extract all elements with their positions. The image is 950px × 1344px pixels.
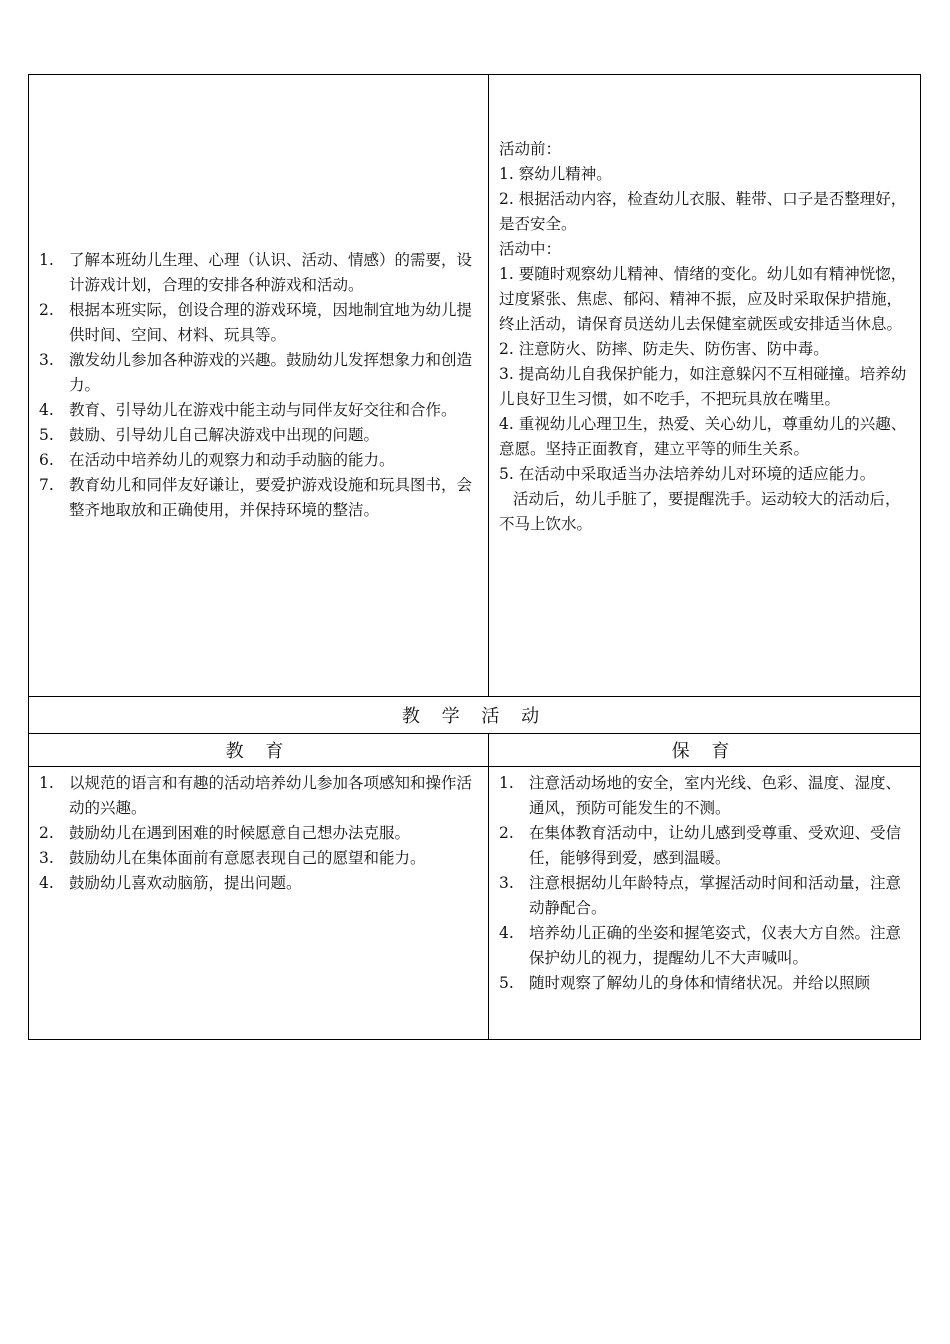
game-education-list (37, 248, 480, 523)
list-item: 7. 教育幼儿和同伴友好谦让，要爱护游戏设施和玩具图书，会整齐地取放和正确使用，并保持环境的整洁。 (39, 476, 473, 519)
education-heading: 教 育 (29, 734, 489, 767)
list-item: 5. 随时观察了解幼儿的身体和情绪状况。并给以照顾 (499, 974, 871, 992)
during-item: 5. 在活动中采取适当办法培养幼儿对环境的适应能力。 (499, 465, 876, 483)
list-item: 4. 培养幼儿正确的坐姿和握笔姿式，仪表大方自然。注意保护幼儿的视力，提醒幼儿不大声喊叫。 (499, 924, 902, 967)
game-care-cell (489, 75, 921, 697)
after-activity-text: 活动后，幼儿手脏了，要提醒洗手。运动较大的活动后，不马上饮水。 (499, 490, 901, 533)
education-list (37, 771, 480, 896)
during-item: 1. 要随时观察幼儿精神、情绪的变化。幼儿如有精神恍惚，过度紧张、焦虑、郁闷、精神不振，应及时采取保护措施，终止活动，请保育员送幼儿去保健室就医或安排适当休息。 (499, 265, 907, 333)
care-list (497, 771, 912, 996)
teaching-activity-heading: 教 学 活 动 (29, 697, 921, 734)
activity-plan-table (28, 74, 921, 1040)
care-heading: 保 育 (489, 734, 921, 767)
list-item: 3. 鼓励幼儿在集体面前有意愿表现自己的愿望和能力。 (39, 849, 426, 867)
before-item: 1. 察幼儿精神。 (499, 165, 612, 183)
during-item: 2. 注意防火、防摔、防走失、防伤害、防中毒。 (499, 340, 829, 358)
list-item: 4. 教育、引导幼儿在游戏中能主动与同伴友好交往和合作。 (39, 401, 457, 419)
before-activity-title: 活动前： (499, 140, 562, 158)
list-item: 2. 鼓励幼儿在遇到困难的时候愿意自己想办法克服。 (39, 824, 411, 842)
list-item: 1. 注意活动场地的安全，室内光线、色彩、温度、湿度、通风，预防可能发生的不测。 (499, 774, 902, 817)
game-activity-row (29, 75, 921, 697)
list-item: 3. 注意根据幼儿年龄特点，掌握活动时间和活动量，注意动静配合。 (499, 874, 902, 917)
education-cell (29, 767, 489, 1040)
list-item: 3. 激发幼儿参加各种游戏的兴趣。鼓励幼儿发挥想象力和创造力。 (39, 351, 473, 394)
section-heading-row (29, 697, 921, 734)
list-item: 5. 鼓励、引导幼儿自己解决游戏中出现的问题。 (39, 426, 380, 444)
during-item: 4. 重视幼儿心理卫生，热爱、关心幼儿，尊重幼儿的兴趣、意愿。坚持正面教育，建立平等的师生关系。 (499, 415, 907, 458)
list-item: 2. 在集体教育活动中，让幼儿感到受尊重、受欢迎、受信任，能够得到爱，感到温暖。 (499, 824, 902, 867)
list-item: 6. 在活动中培养幼儿的观察力和动手动脑的能力。 (39, 451, 395, 469)
sub-heading-row (29, 734, 921, 767)
during-item: 3. 提高幼儿自我保护能力，如注意躲闪不互相碰撞。培养幼儿良好卫生习惯，如不吃手，不把玩具放在嘴里。 (499, 365, 907, 408)
list-item: 1. 以规范的语言和有趣的活动培养幼儿参加各项感知和操作活动的兴趣。 (39, 774, 473, 817)
list-item: 2. 根据本班实际，创设合理的游戏环境，因地制宜地为幼儿提供时间、空间、材料、玩具等。 (39, 301, 473, 344)
during-activity-title: 活动中： (499, 240, 562, 258)
before-item: 2. 根据活动内容，检查幼儿衣服、鞋带、口子是否整理好，是否安全。 (499, 190, 907, 233)
game-education-cell (29, 75, 489, 697)
list-item: 1. 了解本班幼儿生理、心理（认识、活动、情感）的需要，设计游戏计划，合理的安排各种游戏和活动。 (39, 251, 473, 294)
teaching-activity-row (29, 767, 921, 1040)
care-cell (489, 767, 921, 1040)
list-item: 4. 鼓励幼儿喜欢动脑筋，提出问题。 (39, 874, 302, 892)
